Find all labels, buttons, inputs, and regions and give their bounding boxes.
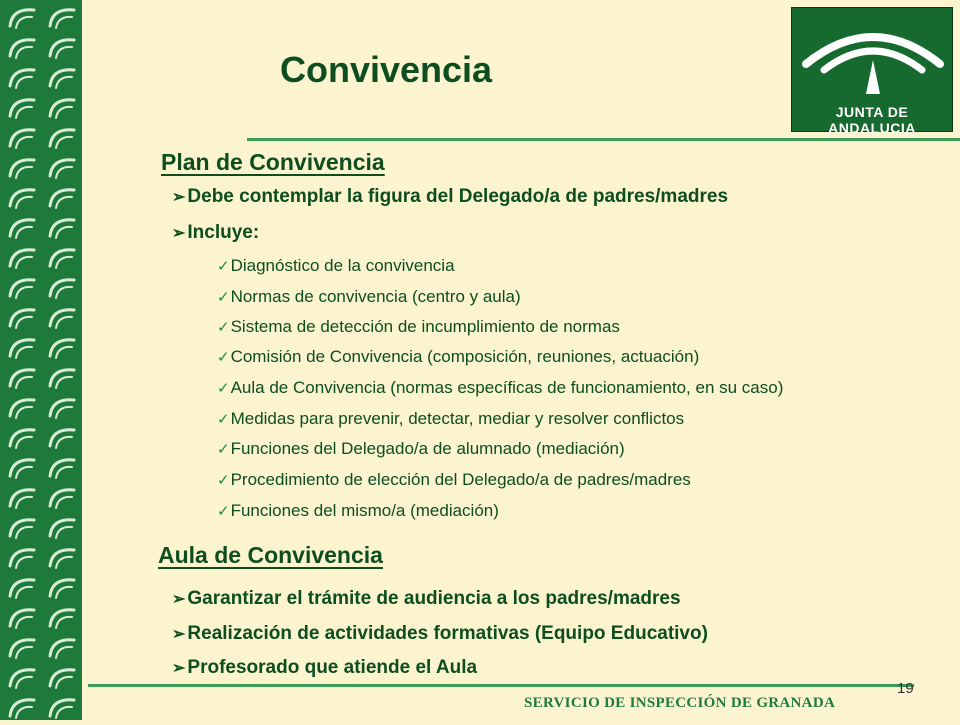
includes-item: ✓Diagnóstico de la convivencia <box>217 256 455 275</box>
check-icon: ✓ <box>217 349 230 366</box>
check-icon: ✓ <box>217 411 230 428</box>
swoosh-pattern-icon <box>0 0 82 720</box>
aula-item: ➢ Realización de actividades formativas (Equipo Educativo) <box>172 623 708 644</box>
page-title: Convivencia <box>280 49 493 90</box>
includes-item: ✓Aula de Convivencia (normas específicas de funcionamiento, en su caso) <box>217 378 784 397</box>
check-icon: ✓ <box>217 289 230 306</box>
arrow-bullet-icon: ➢ <box>172 225 186 242</box>
includes-item: ✓Funciones del mismo/a (mediación) <box>217 501 499 520</box>
plan-item: ➢ Incluye: <box>172 222 260 243</box>
arrow-bullet-icon: ➢ <box>172 189 186 206</box>
junta-andalucia-logo <box>791 7 953 136</box>
decorative-sidebar <box>0 0 82 720</box>
logo-arcs-icon <box>792 8 954 103</box>
includes-item: ✓Sistema de detección de incumplimiento de normas <box>217 317 620 336</box>
includes-item: ✓Medidas para prevenir, detectar, mediar y resolver conflictos <box>217 409 685 428</box>
plan-heading: Plan de Convivencia <box>161 149 385 175</box>
includes-item: ✓Funciones del Delegado/a de alumnado (mediación) <box>217 439 625 458</box>
includes-item: ✓Procedimiento de elección del Delegado/a de padres/madres <box>217 470 691 489</box>
check-icon: ✓ <box>217 258 230 275</box>
divider-top <box>247 138 960 141</box>
check-icon: ✓ <box>217 441 230 458</box>
plan-item: ➢ Debe contemplar la figura del Delegado/a de padres/madres <box>172 186 729 207</box>
includes-item: ✓Comisión de Convivencia (composición, reuniones, actuación) <box>217 347 700 366</box>
footer-text: SERVICIO DE INSPECCIÓN DE GRANADA <box>524 695 836 711</box>
check-icon: ✓ <box>217 380 230 397</box>
includes-item: ✓Normas de convivencia (centro y aula) <box>217 287 521 306</box>
aula-item: ➢ Profesorado que atiende el Aula <box>172 657 478 678</box>
page-number: 19 <box>897 680 914 697</box>
check-icon: ✓ <box>217 319 230 336</box>
arrow-bullet-icon: ➢ <box>172 660 186 677</box>
logo-text: JUNTA DE ANDALUCIA <box>828 104 916 136</box>
divider-bottom <box>88 684 914 687</box>
check-icon: ✓ <box>217 472 230 489</box>
arrow-bullet-icon: ➢ <box>172 626 186 643</box>
check-icon: ✓ <box>217 503 230 520</box>
arrow-bullet-icon: ➢ <box>172 591 186 608</box>
aula-heading: Aula de Convivencia <box>158 542 383 568</box>
aula-item: ➢ Garantizar el trámite de audiencia a los padres/madres <box>172 588 681 609</box>
